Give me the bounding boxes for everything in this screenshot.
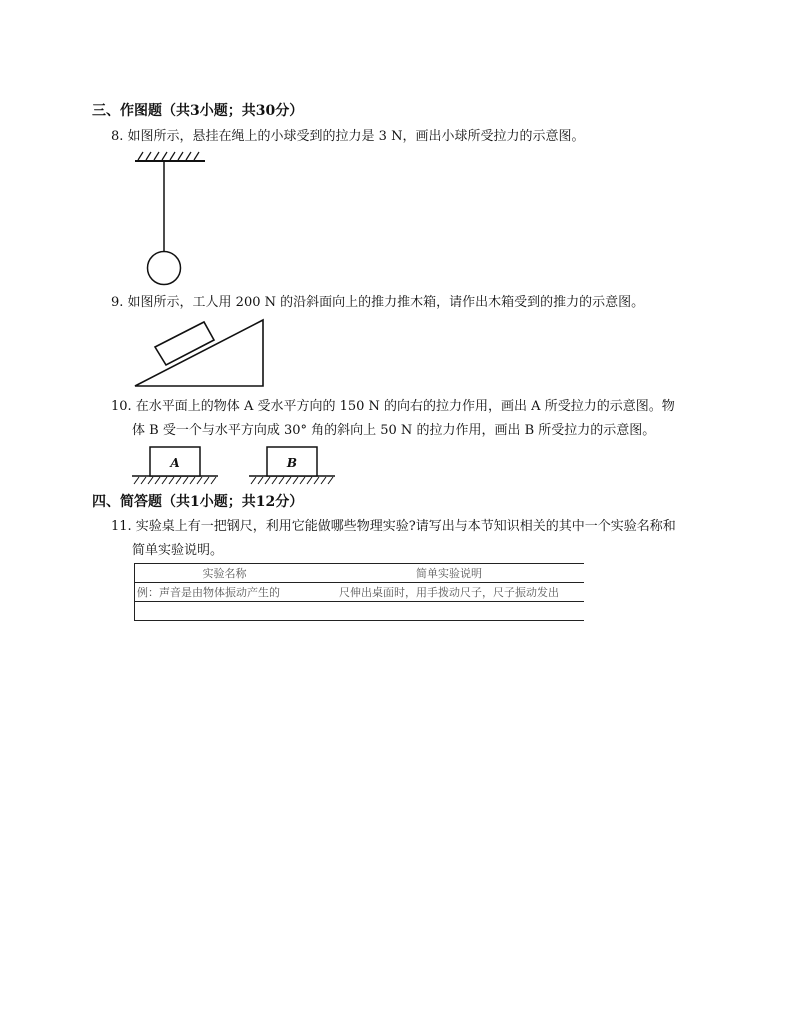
- hanging-ball-figure: [130, 150, 210, 290]
- table-header-cell: 简单实验说明: [314, 564, 584, 583]
- question-11-line-2: 简单实验说明。: [132, 543, 224, 558]
- table-cell: 尺伸出桌面时，用手拨动尺子，尺子振动发出: [314, 583, 584, 602]
- table-cell: [314, 602, 584, 621]
- question-11-line-1: 11. 实验桌上有一把钢尺，利用它能做哪些物理实验?请写出与本节知识相关的其中一个实验名称和: [111, 519, 676, 534]
- question-10-line-1: 10. 在水平面上的物体 A 受水平方向的 150 N 的向右的拉力作用，画出 A 所受拉力的示意图。物: [111, 399, 675, 414]
- table-row: [135, 602, 585, 621]
- question-8-text: 8. 如图所示，悬挂在绳上的小球受到的拉力是 3 N，画出小球所受拉力的示意图。: [111, 129, 585, 144]
- table-cell: [135, 602, 315, 621]
- question-9-text: 9. 如图所示，工人用 200 N 的沿斜面向上的推力推木箱，请作出木箱受到的推力的示意图。: [111, 295, 645, 310]
- table-row: [135, 583, 585, 602]
- table-cell: 例：声音是由物体振动产生的: [135, 583, 315, 602]
- incline-box-figure: [130, 315, 270, 390]
- section-3-title: 三、作图题（共3小题；共30分）: [92, 103, 304, 119]
- table-row: [135, 564, 585, 583]
- answer-table: [134, 563, 584, 621]
- question-10-line-2: 体 B 受一个与水平方向成 30° 角的斜向上 50 N 的拉力作用，画出 B 所受拉力的示意图。: [132, 423, 656, 438]
- box-a-label: A: [170, 456, 180, 470]
- section-4-title: 四、简答题（共1小题；共12分）: [92, 494, 304, 510]
- box-b-label: B: [286, 456, 298, 470]
- table-header-cell: 实验名称: [135, 564, 315, 583]
